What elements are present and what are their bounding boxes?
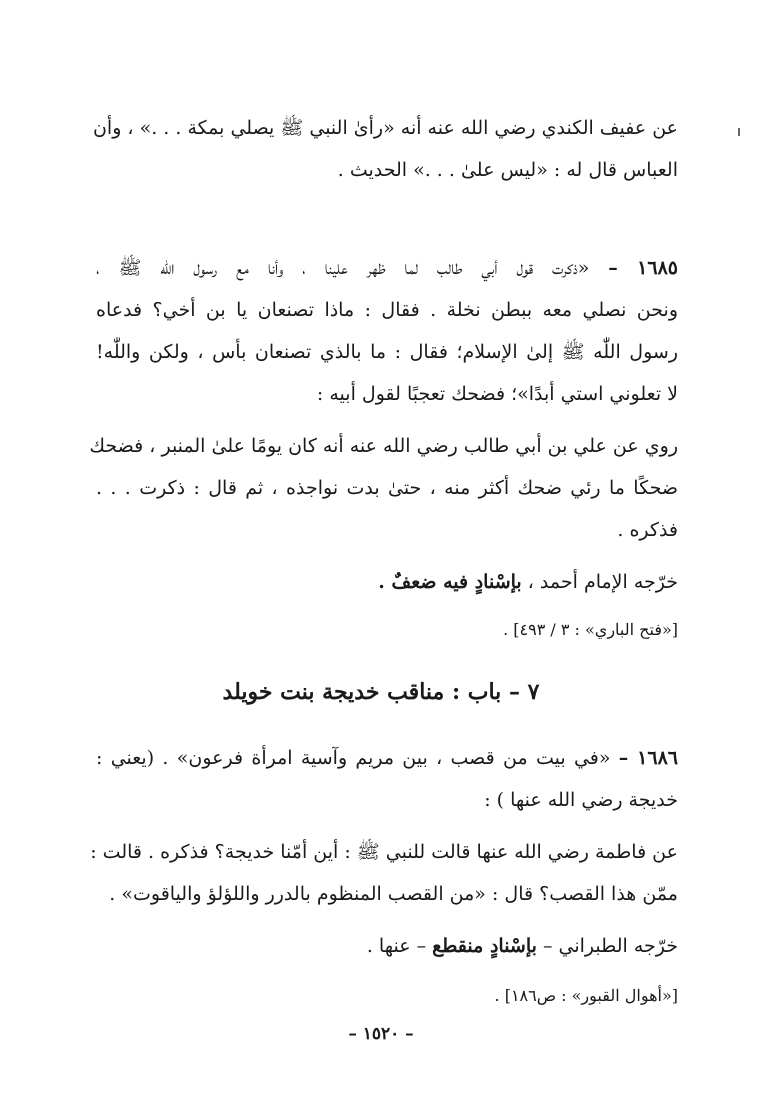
margin-mark [738, 128, 740, 136]
hadith-1685-line4: لا تعلوني استي أبدًا»؛ فضحك تعجبًا لقول أبيه : [316, 383, 678, 405]
narration1-line1: روي عن علي بن أبي طالب رضي الله عنه أنه كان يومًا علىٰ المنبر ، فضحك [89, 435, 678, 457]
narration1-line2: ضحكًا ما رئي ضحك أكثر منه ، حتىٰ بدت نواجذه ، ثم قال : ذكرت . . . [96, 477, 678, 499]
hadith-1686-number: ١٦٨٦ – [618, 747, 678, 769]
narration1-line3: فذكره . [617, 519, 678, 541]
narration1-takhrij [378, 568, 678, 596]
hadith-1686-line1 [96, 744, 678, 772]
narration1-reference: [«فتح الباري» : ٣ / ٤٩٣] . [503, 620, 678, 639]
page-number: – ١٥٢٠ – [348, 1024, 414, 1044]
narration2-takhrij [367, 932, 678, 960]
narration2-line1: عن فاطمة رضي الله عنها قالت للنبي ﷺ : أين أمّنا خديجة؟ فذكره . قالت : [90, 841, 678, 863]
hadith-1686-text1: «في بيت من قصب ، بين مريم وآسية امرأة فرعون» . (يعني : [96, 747, 611, 769]
narration1-takhrij-prefix: خرّجه الإمام أحمد ، [521, 571, 678, 593]
chapter-heading: ٧ – باب : مناقب خديجة بنت خويلد [222, 679, 540, 705]
hadith-1686-line2: خديجة رضي الله عنها ) : [484, 789, 678, 811]
narration2-takhrij-grade: بإسْنادٍ منقطع [432, 935, 537, 957]
hadith-1685-text1: «ذكرت قول أبي طالب لما ظهر علينا ، وأنا مع رسول اللّٰه ﷺ ، [96, 257, 590, 279]
narration1-takhrij-grade: بإسْنادٍ فيه ضعفٌ . [378, 571, 522, 593]
narration2-takhrij-suffix: – عنها . [366, 935, 433, 957]
narration2-reference: [«أهوال القبور» : ص١٨٦] . [494, 986, 678, 1005]
narration2-takhrij-prefix: خرّجه الطبراني – [536, 935, 678, 957]
narration2-line2: ممّن هذا القصب؟ قال : «من القصب المنظوم بالدرر واللؤلؤ والياقوت» . [109, 883, 678, 905]
hadith-1685-line3: رسول اللّٰه ﷺ إلىٰ الإسلام؛ فقال : ما بالذي تصنعان بأس ، ولكن واللّٰه! [96, 341, 678, 363]
hadith-1685-line1 [96, 254, 678, 282]
hadith-1685-number: ١٦٨٥ – [608, 257, 678, 279]
hadith-1685-line2: ونحن نصلي معه ببطن نخلة . فقال : ماذا تصنعان يا بن أخي؟ فدعاه [96, 299, 678, 321]
block1-line1: عن عفيف الكندي رضي الله عنه أنه «رأىٰ النبي ﷺ يصلي بمكة . . .» ، وأن [92, 117, 678, 139]
block1-line2: العباس قال له : «ليس علىٰ . . .» الحديث . [337, 159, 678, 181]
